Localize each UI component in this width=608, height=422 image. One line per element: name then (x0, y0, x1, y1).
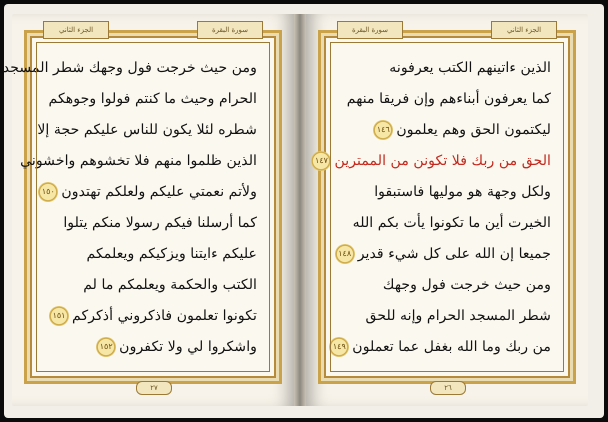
verse-line: من ربك وما الله بغفل عما تعملون١٤٩ (343, 332, 551, 363)
right-header-surah: سورة البقرة (337, 21, 403, 39)
left-header-juz: الجزء الثاني (43, 21, 109, 39)
verse-marker: ١٥٢ (96, 337, 116, 357)
verse-line: تكونوا تعلمون فاذكروني أذكركم١٥١ (49, 301, 257, 332)
verse-line: الخيرت أين ما تكونوا يأت بكم الله (352, 215, 551, 231)
verse-line: عليكم ءايتنا ويزكيكم ويعلمكم (86, 246, 257, 262)
right-page-number: ٢٦ (430, 381, 466, 395)
verse-line: جميعا إن الله على كل شيء قدير١٤٨ (343, 239, 551, 270)
verse-line: ومن حيث خرجت فول وجهك شطر المسجد (2, 60, 257, 76)
verse-marker: ١٥١ (49, 306, 69, 326)
verse-marker: ١٤٩ (329, 337, 349, 357)
verse-line: شطر المسجد الحرام وإنه للحق (365, 308, 551, 324)
verse-line: الحرام وحيث ما كنتم فولوا وجوهكم (48, 91, 257, 107)
right-page-text (315, 53, 551, 361)
verse-line: الذين ءاتينهم الكتب يعرفونه (389, 60, 551, 76)
left-page-frame (2, 26, 282, 392)
verse-line: كما يعرفون أبناءهم وإن فريقا منهم (346, 91, 551, 107)
verse-marker: ١٤٧ (311, 151, 331, 171)
verse-line: ليكتمون الحق وهم يعلمون١٤٦ (343, 115, 551, 146)
verse-line: ولكل وجهة هو موليها فاستبقوا (374, 184, 551, 200)
left-header-surah: سورة البقرة (197, 21, 263, 39)
verse-line: ومن حيث خرجت فول وجهك (382, 277, 551, 293)
left-page-text (2, 53, 257, 361)
right-page-frame (315, 26, 576, 392)
left-page (2, 14, 294, 406)
verse-line: الذين ظلموا منهم فلا تخشوهم واخشوني (20, 153, 257, 169)
verse-line: كما أرسلنا فيكم رسولا منكم يتلوا (63, 215, 257, 231)
right-header-juz: الجزء الثاني (491, 21, 557, 39)
verse-line: الكتب والحكمة ويعلمكم ما لم (83, 277, 257, 293)
book-gutter (294, 14, 306, 406)
verse-line: الحق من ربك فلا تكونن من الممترين١٤٧ (343, 146, 551, 177)
verse-marker: ١٤٦ (373, 120, 393, 140)
left-page-number: ٢٧ (136, 381, 172, 395)
open-book (4, 4, 604, 418)
verse-marker: ١٥٠ (38, 182, 58, 202)
verse-line: واشكروا لي ولا تكفرون١٥٢ (49, 332, 257, 363)
verse-line: شطره لئلا يكون للناس عليكم حجة إلا (37, 122, 257, 138)
right-page (306, 14, 588, 406)
verse-line: ولأتم نعمتي عليكم ولعلكم تهتدون١٥٠ (49, 177, 257, 208)
verse-marker: ١٤٨ (335, 244, 355, 264)
